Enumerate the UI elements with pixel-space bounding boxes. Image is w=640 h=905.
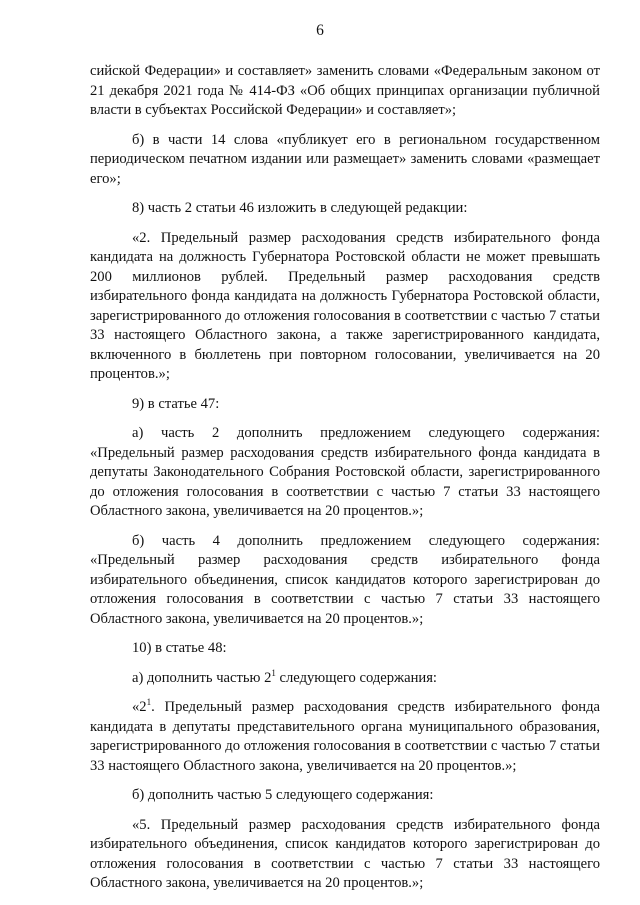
paragraph-quote-part2-1 <box>90 698 600 776</box>
paragraph-item-10b: б) дополнить частью 5 следующего содержания: <box>132 787 434 803</box>
paragraph-item-9a: а) часть 2 дополнить предложением следующего содержания: «Предельный размер расходования средств избирательного фонда кандидата в депутаты Законодательного Собрания Ростовской области, зарегистрированного до отложения голосования в соответствии с частью 7 статьи 33 настоящего Областного закона, увеличивается на 20 процентов.»; <box>90 425 600 519</box>
paragraph-item-10a-text: а) дополнить частью 2 <box>132 669 272 686</box>
paragraph-item-9b: б) часть 4 дополнить предложением следующего содержания: «Предельный размер расходования средств избирательного фонда избирательного объединения, список кандидатов которого зарегистрирован до отложения голосования в соответствии с частью 7 статьи 33 настоящего Областного закона, увеличивается на 20 процентов.»; <box>90 532 600 627</box>
paragraph-quote-text: . Предельный размер расходования средств избирательного фонда кандидата в депутаты представительного органа муниципального образования, зарегистрированного до отложения голосования в соответствии с частью 7 статьи 33 настоящего Областного закона, увеличивается на 20 процентов.»; <box>90 699 600 774</box>
superscript: 1 <box>271 667 276 678</box>
document-body <box>90 62 600 904</box>
superscript: 1 <box>146 697 152 708</box>
paragraph-quote-part5: «5. Предельный размер расходования средств избирательного фонда избирательного объединения, список кандидатов которого зарегистрирован до отложения голосования в соответствии с частью 7 статьи 33 настоящего Областного закона, увеличивается на 20 процентов.»; <box>90 816 600 891</box>
paragraph-item-9: 9) в статье 47: <box>132 395 220 412</box>
page-number: 6 <box>316 22 324 39</box>
paragraph-quote-part2: «2. Предельный размер расходования средств избирательного фонда кандидата на должность Губернатора Ростовской области не может превышать 200 миллионов рублей. Предельный размер расходования средств избирательного фонда кандидата на должность Губернатора Ростовской области, зарегистрированного до отложения голосования в соответствии с частью 7 статьи 33 настоящего Областного закона, а также зарегистрированного кандидата, включенного в бюллетень при повторном голосовании, увеличивается на 20 процентов.»; <box>90 229 600 382</box>
paragraph-item-b-part14: б) в части 14 слова «публикует его в региональном государственном периодическом печатном издании или размещает» заменить словами «размещает его»; <box>90 131 600 187</box>
paragraph-item-10a <box>90 669 600 689</box>
paragraph-item-10: 10) в статье 48: <box>132 640 227 656</box>
paragraph-item-8: 8) часть 2 статьи 46 изложить в следующей редакции: <box>132 200 468 216</box>
paragraph-continuation: сийской Федерации» и составляет» заменить словами «Федеральным законом от 21 декабря 2021 года № 414-ФЗ «Об общих принципах организации публичной власти в субъектах Российской Федерации» и составляет»; <box>90 63 600 118</box>
paragraph-quote-start: «2 <box>132 699 147 715</box>
paragraph-item-10a-text-end: следующего содержания: <box>275 669 437 686</box>
